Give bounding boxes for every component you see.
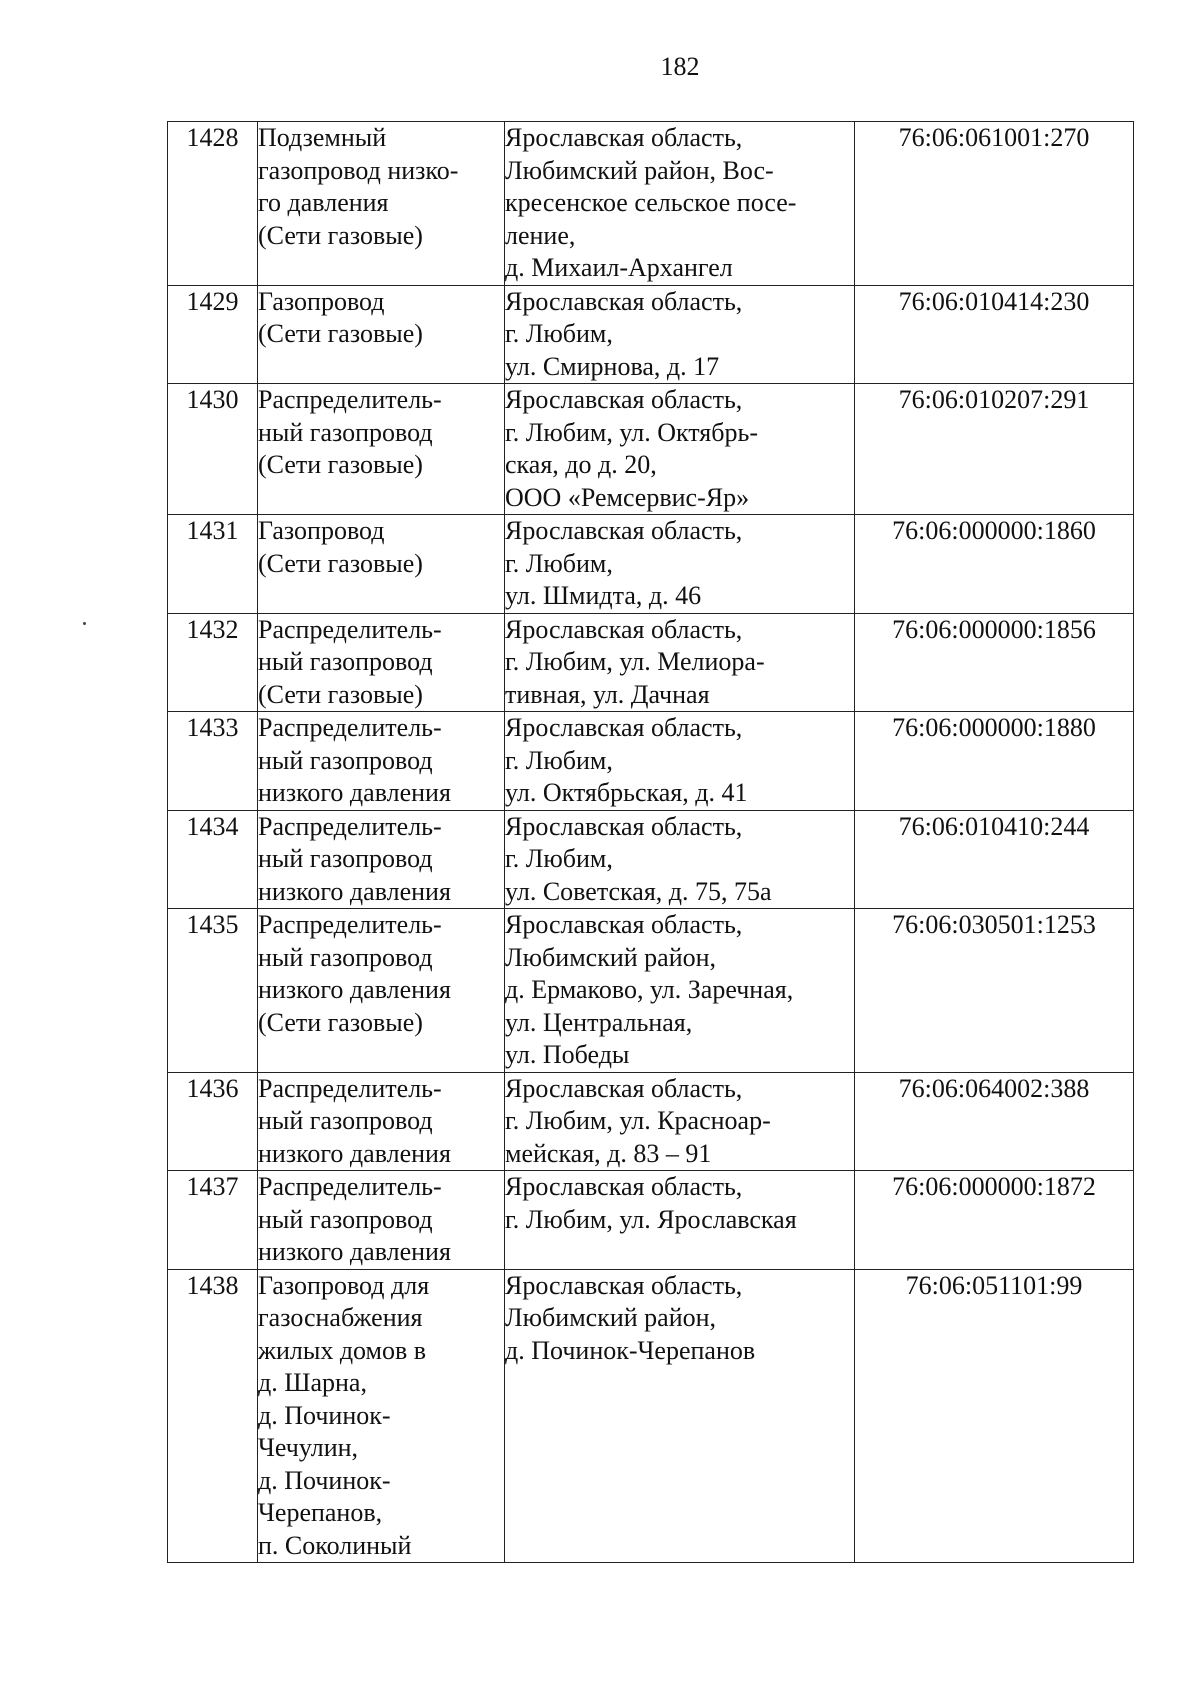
cadastral-number: 76:06:051101:99 (905, 1270, 1083, 1300)
cadastral-number: 76:06:000000:1880 (892, 713, 1096, 742)
object-name-line: д. Починок- (258, 1400, 391, 1430)
object-name-line: Распределитель- (258, 910, 442, 939)
address-line: Ярославская область, (505, 516, 743, 545)
address-line: Ярославская область, (505, 1073, 743, 1103)
object-name-line: ный газопровод (258, 844, 433, 873)
cadastral-number: 76:06:000000:1872 (892, 1172, 1096, 1201)
cadastral-number-cell (855, 285, 1134, 384)
object-name-line: Газопровод для (258, 1270, 430, 1300)
row-number: 1435 (186, 910, 239, 939)
address-line: г. Любим, ул. Ярославская (505, 1204, 797, 1234)
address-line: Ярославская область, (505, 1172, 743, 1201)
address-line: ул. Октябрьская, д. 41 (505, 778, 748, 807)
cadastral-number-cell (855, 909, 1134, 1073)
object-name-cell (258, 1171, 505, 1270)
object-name-line: (Сети газовые) (258, 220, 423, 250)
table-row (168, 1072, 1134, 1171)
table-row (168, 122, 1134, 286)
object-name-line: газопровод низко- (258, 155, 459, 185)
object-name-line: ный газопровод (258, 647, 433, 676)
table-row (168, 1269, 1134, 1563)
address-line: г. Любим, (505, 745, 613, 775)
object-name-cell (258, 810, 505, 909)
row-number: 1438 (186, 1270, 239, 1300)
address-cell (505, 1072, 855, 1171)
row-number: 1433 (186, 713, 239, 742)
address-line: д. Починок-Черепанов (505, 1335, 756, 1365)
address-line: ул. Победы (505, 1040, 630, 1069)
cadastral-number-cell (855, 515, 1134, 614)
address-line: д. Ермаково, ул. Заречная, (505, 975, 794, 1004)
row-number-cell (168, 122, 258, 286)
address-line: г. Любим, ул. Мелиора- (505, 647, 765, 676)
address-line: тивная, ул. Дачная (505, 679, 710, 709)
address-line: Ярославская область, (505, 123, 743, 152)
object-name-line: жилых домов в (258, 1335, 427, 1365)
object-name-cell (258, 909, 505, 1073)
object-name-line: (Сети газовые) (258, 548, 423, 578)
address-cell (505, 384, 855, 515)
table-row (168, 810, 1134, 909)
address-line: ул. Смирнова, д. 17 (505, 351, 720, 381)
object-name-line: Черепанов, (258, 1498, 383, 1527)
object-name-cell (258, 1269, 505, 1563)
cadastral-number-cell (855, 1171, 1134, 1270)
table-row (168, 384, 1134, 515)
cadastral-number-cell (855, 1072, 1134, 1171)
address-line: г. Любим, ул. Красноар- (505, 1106, 771, 1135)
row-number-cell (168, 1072, 258, 1171)
cadastral-number: 76:06:064002:388 (898, 1073, 1090, 1103)
cadastral-number-cell (855, 122, 1134, 286)
object-name-line: газоснабжения (258, 1303, 423, 1332)
row-number: 1430 (186, 385, 239, 414)
address-cell (505, 285, 855, 384)
address-line: Любимский район, (505, 942, 717, 972)
cadastral-number: 76:06:010410:244 (898, 811, 1090, 841)
object-name-line: (Сети газовые) (258, 319, 423, 348)
object-name-line: го давления (258, 188, 389, 217)
table-row (168, 909, 1134, 1073)
cadastral-number-cell (855, 613, 1134, 712)
object-name-line: Газопровод (258, 286, 385, 316)
address-cell (505, 515, 855, 614)
row-number: 1436 (186, 1073, 239, 1103)
cadastral-number-cell (855, 712, 1134, 811)
address-line: ул. Центральная, (505, 1007, 693, 1037)
address-cell (505, 122, 855, 286)
object-name-line: ный газопровод (258, 1204, 433, 1234)
object-name-line: ный газопровод (258, 942, 433, 972)
object-name-cell (258, 712, 505, 811)
object-name-line: (Сети газовые) (258, 450, 423, 479)
row-number: 1429 (186, 286, 239, 316)
address-cell (505, 712, 855, 811)
object-name-line: д. Починок- (258, 1465, 391, 1495)
address-line: г. Любим, ул. Октябрь- (505, 417, 759, 447)
row-number: 1431 (186, 516, 239, 545)
row-number-cell (168, 1269, 258, 1563)
object-name-cell (258, 515, 505, 614)
object-name-line: Распределитель- (258, 1172, 442, 1201)
address-line: д. Михаил-Архангел (505, 253, 733, 282)
object-name-cell (258, 285, 505, 384)
address-cell (505, 1171, 855, 1270)
object-name-line: низкого давления (258, 876, 451, 906)
address-line: Ярославская область, (505, 713, 743, 742)
address-line: Ярославская область, (505, 614, 743, 644)
address-line: ул. Шмидта, д. 46 (505, 581, 702, 610)
object-name-line: (Сети газовые) (258, 679, 423, 709)
address-cell (505, 810, 855, 909)
object-name-cell (258, 613, 505, 712)
address-line: Ярославская область, (505, 286, 743, 316)
address-line: Ярославская область, (505, 811, 743, 841)
object-name-line: Распределитель- (258, 385, 442, 414)
address-line: кресенское сельское посе- (505, 188, 797, 217)
object-name-line: Распределитель- (258, 713, 442, 742)
address-cell (505, 613, 855, 712)
scan-speck (83, 622, 86, 625)
registry-table (167, 121, 1134, 1563)
row-number: 1434 (186, 811, 239, 841)
object-name-line: Подземный (258, 123, 387, 152)
row-number-cell (168, 1171, 258, 1270)
object-name-cell (258, 384, 505, 515)
row-number: 1428 (186, 123, 239, 152)
address-line: Ярославская область, (505, 385, 743, 414)
table-row (168, 712, 1134, 811)
object-name-line: ный газопровод (258, 1106, 433, 1135)
address-line: ООО «Ремсервис-Яр» (505, 482, 750, 512)
row-number-cell (168, 384, 258, 515)
address-cell (505, 909, 855, 1073)
address-cell (505, 1269, 855, 1563)
address-line: г. Любим, (505, 548, 613, 578)
object-name-line: Распределитель- (258, 811, 442, 841)
object-name-line: низкого давления (258, 1237, 451, 1266)
object-name-line: низкого давления (258, 975, 451, 1004)
table-row (168, 1171, 1134, 1270)
cadastral-number: 76:06:030501:1253 (892, 910, 1096, 939)
row-number-cell (168, 613, 258, 712)
object-name-line: Газопровод (258, 516, 385, 545)
row-number: 1432 (186, 614, 239, 644)
table-row (168, 285, 1134, 384)
object-name-cell (258, 122, 505, 286)
address-line: ул. Советская, д. 75, 75а (505, 876, 772, 906)
cadastral-number: 76:06:000000:1860 (892, 516, 1096, 545)
object-name-line: Распределитель- (258, 1073, 442, 1103)
object-name-line: д. Шарна, (258, 1368, 367, 1397)
row-number-cell (168, 712, 258, 811)
address-line: г. Любим, (505, 844, 613, 873)
address-line: Ярославская область, (505, 1270, 743, 1300)
row-number: 1437 (186, 1172, 239, 1201)
object-name-cell (258, 1072, 505, 1171)
cadastral-number: 76:06:061001:270 (898, 123, 1090, 152)
object-name-line: ный газопровод (258, 417, 433, 447)
address-line: мейская, д. 83 – 91 (505, 1138, 712, 1168)
address-line: Любимский район, Вос- (505, 155, 774, 185)
row-number-cell (168, 810, 258, 909)
address-line: г. Любим, (505, 319, 613, 348)
cadastral-number: 76:06:010207:291 (898, 385, 1090, 414)
object-name-line: п. Соколиный (258, 1530, 412, 1560)
page-number: 182 (660, 52, 700, 81)
row-number-cell (168, 515, 258, 614)
cadastral-number-cell (855, 810, 1134, 909)
object-name-line: низкого давления (258, 1138, 451, 1168)
object-name-line: Чечулин, (258, 1433, 359, 1462)
cadastral-number-cell (855, 384, 1134, 515)
table-row (168, 613, 1134, 712)
cadastral-number: 76:06:010414:230 (898, 286, 1090, 316)
address-line: Любимский район, (505, 1303, 717, 1332)
object-name-line: низкого давления (258, 778, 451, 807)
object-name-line: Распределитель- (258, 614, 442, 644)
object-name-line: ный газопровод (258, 745, 433, 775)
row-number-cell (168, 285, 258, 384)
address-line: Ярославская область, (505, 910, 743, 939)
row-number-cell (168, 909, 258, 1073)
address-line: ская, до д. 20, (505, 450, 657, 479)
object-name-line: (Сети газовые) (258, 1007, 423, 1037)
address-line: ление, (505, 220, 576, 250)
table-row (168, 515, 1134, 614)
cadastral-number: 76:06:000000:1856 (892, 614, 1096, 644)
cadastral-number-cell (855, 1269, 1134, 1563)
